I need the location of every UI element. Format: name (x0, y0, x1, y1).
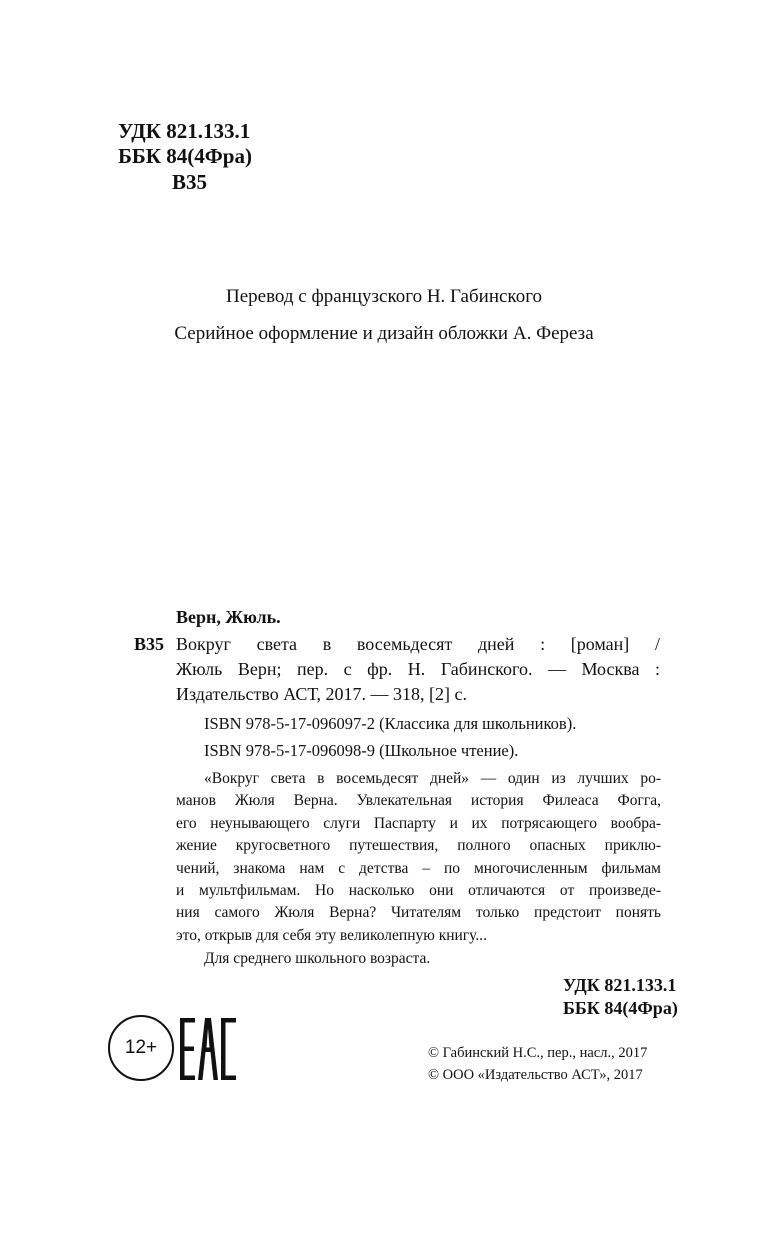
design-credit: Серийное оформление и дизайн обложки А. Фереза (174, 323, 594, 344)
bbk-code: ББК 84(4Фра) (118, 144, 252, 168)
copyright-line: © Габинский Н.С., пер., насл., 2017 (428, 1045, 648, 1061)
translation-credit: Перевод с французского Н. Габинского (225, 286, 543, 307)
record-line: Жюль Верн; пер. с фр. Н. Габинского. — Москва : (176, 659, 660, 679)
annotation-line: его неунывающего слуги Паспарту и их потрясающего вообра- (176, 815, 661, 832)
age-rating-label: 12+ (124, 1037, 158, 1058)
annotation-line: и мультфильмам. Но насколько они отличаются от произведе- (176, 882, 661, 899)
annotation-line: жение кругосветного путешествия, полного опасных приклю- (176, 837, 661, 854)
isbn-line: ISBN 978-5-17-096098-9 (Школьное чтение). (204, 741, 519, 760)
record-mark: В35 (134, 634, 165, 654)
eac-icon (180, 1018, 236, 1080)
audience-note: Для среднего школьного возраста. (204, 950, 431, 967)
udk-code: УДК 821.133.1 (118, 119, 251, 143)
isbn-line: ISBN 978-5-17-096097-2 (Классика для школьников). (204, 714, 577, 733)
annotation-line: «Вокруг света в восемьдесят дней» — один из лучших ро- (204, 770, 661, 787)
author-mark: В35 (172, 170, 208, 194)
footer-udk-code: УДК 821.133.1 (563, 975, 677, 995)
record-line: Издательство АСТ, 2017. — 318, [2] с. (176, 684, 468, 704)
footer-bbk-code: ББК 84(4Фра) (563, 998, 678, 1018)
record-author: Верн, Жюль. (176, 607, 281, 627)
copyright-line: © ООО «Издательство АСТ», 2017 (428, 1067, 643, 1083)
annotation-line: это, открыв для себя эту великолепную книгу... (176, 927, 487, 944)
annotation-line: ния самого Жюля Верна? Читателям только предстоит понять (176, 904, 661, 921)
record-line: Вокруг света в восемьдесят дней : [роман] / (176, 634, 660, 654)
age-rating-badge (108, 1015, 174, 1081)
annotation-line: манов Жюля Верна. Увлекательная история Филеаса Фогга, (176, 792, 661, 809)
annotation-line: чений, знакома нам с детства – по многочисленным фильмам (176, 860, 661, 877)
